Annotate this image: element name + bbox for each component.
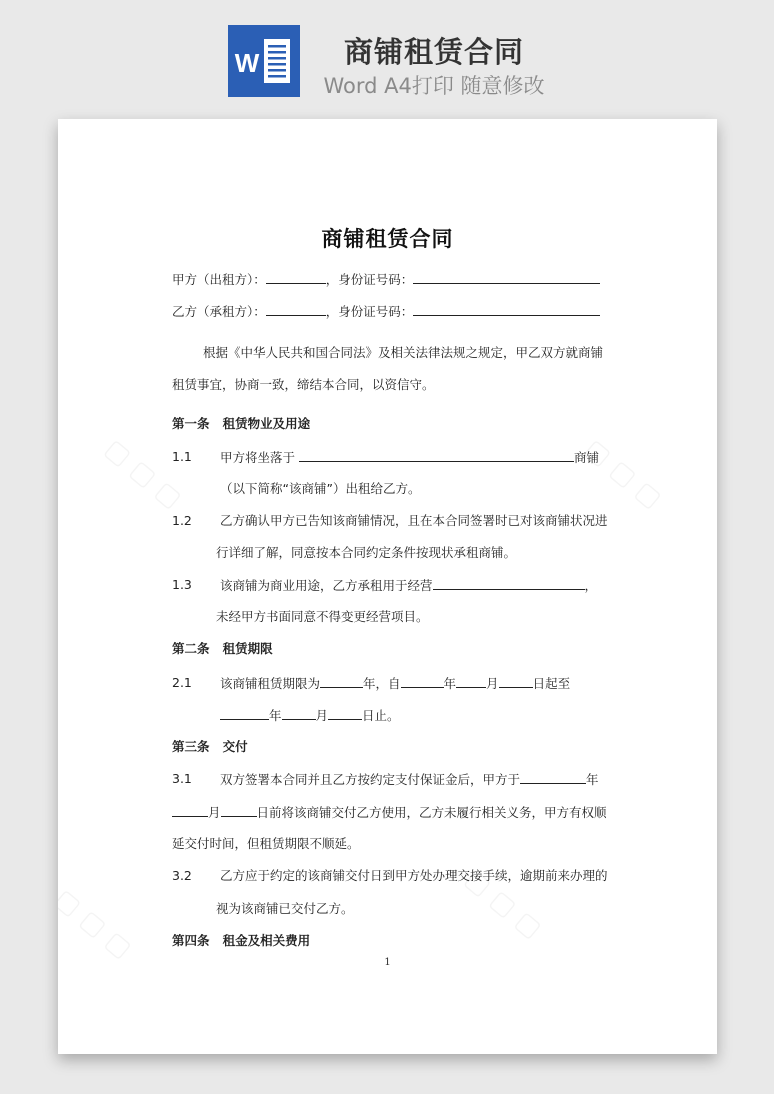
header-banner: [0, 0, 774, 118]
clause-2-1-text-d: 月: [486, 676, 499, 691]
clause-3-2-line-1: 乙方应于约定的该商铺交付日到甲方处办理交接手续，逾期前来办理的: [220, 868, 608, 883]
party-b-id-label: ，身份证号码：: [325, 304, 414, 319]
clause-2-1-text-a: 该商铺租赁期限为: [220, 676, 321, 691]
party-a-id-label: ，身份证号码：: [325, 272, 414, 287]
page-number: 1: [384, 957, 391, 968]
document-title: 商铺租赁合同: [321, 227, 454, 251]
end-year-blank[interactable]: [220, 706, 269, 720]
party-b-id-blank[interactable]: [413, 302, 600, 316]
watermark-shape: [99, 434, 187, 515]
clause-2-1-text-h: 日止。: [362, 708, 400, 723]
delivery-month-blank[interactable]: [172, 803, 208, 817]
clause-1-3-text-b: ，: [584, 578, 598, 593]
article-1-number: 第一条: [172, 416, 210, 431]
delivery-year-blank[interactable]: [520, 770, 586, 784]
clause-1-3-line-2: 未经甲方书面同意不得变更经营项目。: [216, 609, 429, 624]
banner-subtitle: Word A4打印 随意修改: [323, 74, 545, 98]
clause-2-1-text-b: 年，自: [363, 676, 401, 691]
start-day-blank[interactable]: [499, 674, 533, 688]
clause-1-1-line-2: （以下简称“该商铺”）出租给乙方。: [220, 481, 421, 496]
party-b-name-blank[interactable]: [266, 302, 326, 316]
document-page: [58, 119, 717, 1054]
clause-2-1-line-1: [220, 674, 570, 693]
term-years-blank[interactable]: [320, 674, 363, 688]
word-doc-icon: [228, 25, 300, 97]
clause-2-1-number: 2.1: [172, 675, 192, 690]
party-a-name-blank[interactable]: [266, 270, 326, 284]
clause-1-3-line-1: [220, 576, 597, 595]
article-3-number: 第三条: [172, 739, 210, 754]
business-scope-blank[interactable]: [433, 576, 585, 590]
intro-line-1: 根据《中华人民共和国合同法》及相关法律法规之规定，甲乙双方就商铺: [203, 345, 604, 360]
article-1-title: 租赁物业及用途: [222, 416, 311, 431]
party-b-label: 乙方（承租方）：: [172, 304, 266, 319]
clause-3-1-number: 3.1: [172, 771, 192, 786]
article-2-title: 租赁期限: [222, 641, 273, 656]
clause-2-1-text-c: 年: [443, 676, 457, 691]
clause-3-2-number: 3.2: [172, 868, 192, 883]
article-2-number: 第二条: [172, 641, 210, 656]
clause-1-3-number: 1.3: [172, 577, 192, 592]
clause-2-1-line-2: [220, 706, 400, 725]
clause-3-1-line-1: [220, 770, 599, 789]
clause-2-1-text-e: 日起至: [532, 676, 571, 691]
banner-title: 商铺租赁合同: [343, 35, 524, 69]
clause-1-1-line-1: [220, 448, 599, 467]
clause-1-1-number: 1.1: [172, 449, 192, 464]
delivery-day-blank[interactable]: [221, 803, 257, 817]
clause-3-2-line-2: 视为该商铺已交付乙方。: [216, 901, 354, 916]
clause-1-2-number: 1.2: [172, 513, 192, 528]
watermark-shape: [58, 884, 137, 965]
clause-1-1-text-b: 商铺: [574, 450, 600, 465]
party-b-line: [172, 302, 600, 321]
article-3-title: 交付: [222, 739, 248, 754]
clause-1-2-line-1: 乙方确认甲方已告知该商铺情况，且在本合同签署时已对该商铺状况进: [220, 513, 608, 528]
intro-line-2: 租赁事宜，协商一致，缔结本合同，以资信守。: [172, 377, 435, 392]
clause-2-1-text-f: 年: [269, 708, 282, 723]
clause-1-2-line-2: 行详细了解，同意按本合同约定条件按现状承租商铺。: [216, 545, 517, 560]
article-1-heading: [172, 415, 310, 433]
end-month-blank[interactable]: [282, 706, 316, 720]
clause-3-1-text-d: 日前将该商铺交付乙方使用，乙方未履行相关义务，甲方有权顺: [256, 805, 607, 820]
article-4-number: 第四条: [172, 933, 210, 948]
start-month-blank[interactable]: [456, 674, 486, 688]
word-icon-letter: W: [234, 48, 260, 78]
clause-3-1-text-c: 月: [208, 805, 221, 820]
clause-1-1-text-a: 甲方将坐落于: [220, 450, 296, 465]
party-a-line: [172, 270, 600, 289]
clause-1-3-text-a: 该商铺为商业用途，乙方承租用于经营: [220, 578, 433, 593]
party-a-id-blank[interactable]: [413, 270, 600, 284]
watermark-shape: [579, 434, 667, 515]
article-3-heading: [172, 738, 248, 756]
location-blank[interactable]: [299, 448, 574, 462]
clause-2-1-text-g: 月: [315, 708, 329, 723]
end-day-blank[interactable]: [328, 706, 362, 720]
party-a-label: 甲方（出租方）：: [172, 272, 266, 287]
article-2-heading: [172, 640, 273, 658]
article-4-heading: [172, 932, 310, 950]
start-year-blank[interactable]: [401, 674, 444, 688]
clause-3-1-text-a: 双方签署本合同并且乙方按约定支付保证金后，甲方于: [220, 772, 521, 787]
clause-3-1-line-2: [172, 803, 607, 822]
clause-3-1-line-3: 延交付时间，但租赁期限不顺延。: [172, 836, 360, 851]
clause-3-1-text-b: 年: [586, 772, 599, 787]
article-4-title: 租金及相关费用: [222, 933, 311, 948]
